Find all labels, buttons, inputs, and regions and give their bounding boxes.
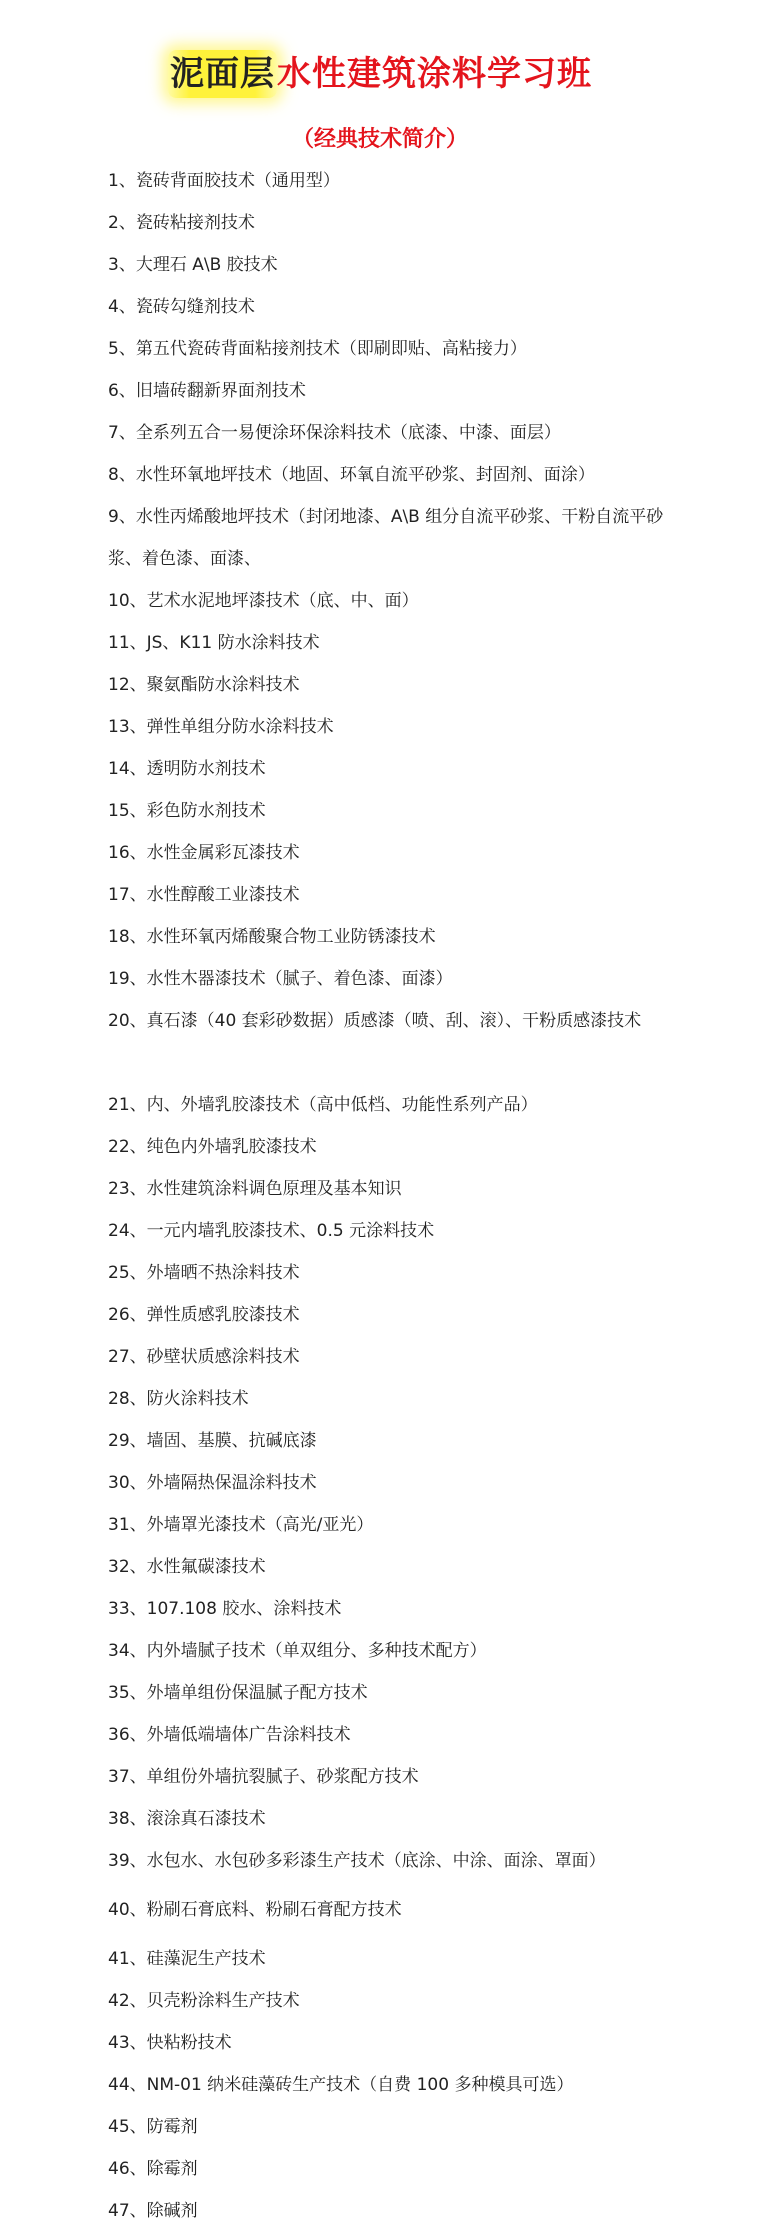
list-item: 23、水性建筑涂料调色原理及基本知识	[108, 1179, 402, 1199]
list-item: 36、外墙低端墙体广告涂料技术	[108, 1725, 351, 1745]
list-item: 22、纯色内外墙乳胶漆技术	[108, 1137, 317, 1157]
list-item: 3、大理石 A\B 胶技术	[108, 255, 278, 275]
list-item: 25、外墙晒不热涂料技术	[108, 1263, 300, 1283]
list-item: 45、防霉剂	[108, 2117, 198, 2137]
list-item: 40、粉刷石膏底料、粉刷石膏配方技术	[108, 1900, 402, 1920]
list-item: 9、水性丙烯酸地坪技术（封闭地漆、A\B 组分自流平砂浆、干粉自流平砂浆、着色漆、面漆、	[108, 507, 664, 569]
list-item: 38、滚涂真石漆技术	[108, 1809, 266, 1829]
list-item: 47、除碱剂	[108, 2201, 198, 2221]
list-item: 20、真石漆（40 套彩砂数据）质感漆（喷、刮、滚）、干粉质感漆技术	[108, 1011, 642, 1031]
list-item: 29、墙固、基膜、抗碱底漆	[108, 1431, 317, 1451]
list-item: 44、NM-01 纳米硅藻砖生产技术（自费 100 多种模具可选）	[108, 2075, 574, 2095]
list-item: 15、彩色防水剂技术	[108, 801, 266, 821]
list-item: 1、瓷砖背面胶技术（通用型）	[108, 171, 340, 191]
list-item: 18、水性环氧丙烯酸聚合物工业防锈漆技术	[108, 927, 436, 947]
list-item: 31、外墙罩光漆技术（高光/亚光）	[108, 1515, 374, 1535]
list-item: 12、聚氨酯防水涂料技术	[108, 675, 300, 695]
list-item: 10、艺术水泥地坪漆技术（底、中、面）	[108, 591, 419, 611]
list-item: 30、外墙隔热保温涂料技术	[108, 1473, 317, 1493]
list-item: 46、除霉剂	[108, 2159, 198, 2179]
list-item: 39、水包水、水包砂多彩漆生产技术（底涂、中涂、面涂、罩面）	[108, 1851, 606, 1871]
list-item: 24、一元内墙乳胶漆技术、0.5 元涂料技术	[108, 1221, 435, 1241]
list-item: 13、弹性单组分防水涂料技术	[108, 717, 334, 737]
list-item: 11、JS、K11 防水涂料技术	[108, 633, 320, 653]
list-item: 35、外墙单组份保温腻子配方技术	[108, 1683, 368, 1703]
list-item: 27、砂壁状质感涂料技术	[108, 1347, 300, 1367]
list-item: 7、全系列五合一易便涂环保涂料技术（底漆、中漆、面层）	[108, 423, 561, 443]
technology-list	[108, 160, 668, 2232]
list-item: 14、透明防水剂技术	[108, 759, 266, 779]
list-item: 33、107.108 胶水、涂料技术	[108, 1599, 342, 1619]
list-item: 2、瓷砖粘接剂技术	[108, 213, 255, 233]
list-item: 21、内、外墙乳胶漆技术（高中低档、功能性系列产品）	[108, 1095, 538, 1115]
list-item: 17、水性醇酸工业漆技术	[108, 885, 300, 905]
title-highlight: 泥面层	[168, 50, 277, 98]
page-subtitle: （经典技术简介）	[291, 127, 468, 152]
list-item: 26、弹性质感乳胶漆技术	[108, 1305, 300, 1325]
list-item: 41、硅藻泥生产技术	[108, 1949, 266, 1969]
list-item: 5、第五代瓷砖背面粘接剂技术（即刷即贴、高粘接力）	[108, 339, 527, 359]
list-item: 43、快粘粉技术	[108, 2033, 232, 2053]
list-item: 42、贝壳粉涂料生产技术	[108, 1991, 300, 2011]
list-item: 19、水性木器漆技术（腻子、着色漆、面漆）	[108, 969, 453, 989]
list-item: 8、水性环氧地坪技术（地固、环氧自流平砂浆、封固剂、面涂）	[108, 465, 595, 485]
list-item: 28、防火涂料技术	[108, 1389, 249, 1409]
list-item: 34、内外墙腻子技术（单双组分、多种技术配方）	[108, 1641, 487, 1661]
list-item: 37、单组份外墙抗裂腻子、砂浆配方技术	[108, 1767, 419, 1787]
title-text: 水性建筑涂料学习班	[277, 54, 592, 94]
list-item: 32、水性氟碳漆技术	[108, 1557, 266, 1577]
list-item: 16、水性金属彩瓦漆技术	[108, 843, 300, 863]
page-title	[0, 46, 760, 95]
list-item: 6、旧墙砖翻新界面剂技术	[108, 381, 306, 401]
list-item: 4、瓷砖勾缝剂技术	[108, 297, 255, 317]
